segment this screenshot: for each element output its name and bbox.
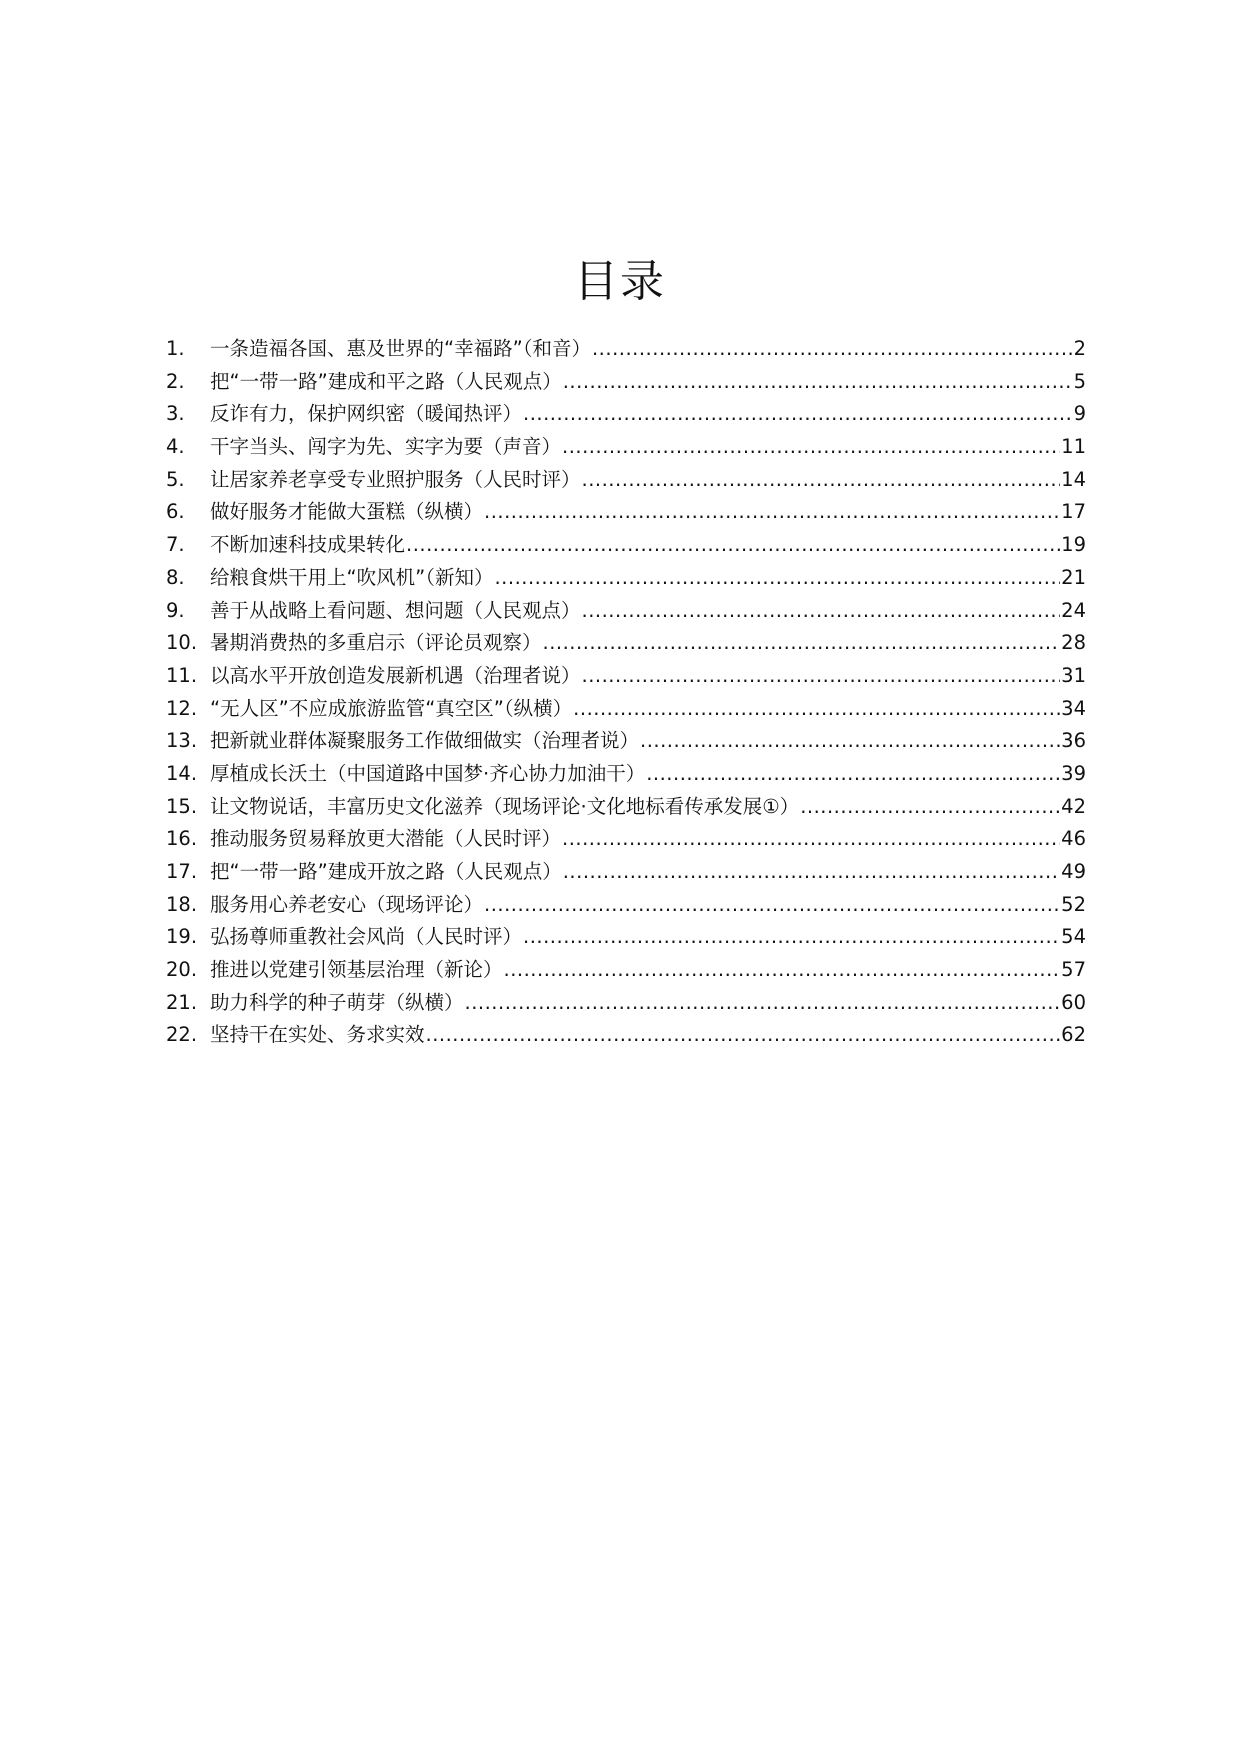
toc-entry-page: 34 — [1061, 696, 1086, 720]
toc-entry[interactable] — [166, 398, 1086, 431]
toc-entry[interactable] — [166, 431, 1086, 464]
toc-entry[interactable] — [166, 595, 1086, 628]
toc-entry-number: 19. — [166, 925, 198, 949]
toc-entry[interactable] — [166, 660, 1086, 693]
toc-dot-leader — [562, 431, 1060, 464]
toc-entry-title: 坚持干在实处、务求实效 — [210, 1023, 425, 1047]
toc-dot-leader — [646, 758, 1060, 791]
toc-entry-title: 做好服务才能做大蛋糕（纵横） — [210, 500, 484, 524]
toc-entry-title: 不断加速科技成果转化 — [210, 533, 406, 557]
toc-entry-number: 13. — [166, 729, 198, 753]
toc-entry-page: 46 — [1061, 827, 1086, 851]
toc-entry-page: 49 — [1061, 860, 1086, 883]
toc-dot-leader — [582, 660, 1061, 693]
toc-entry-title: 暑期消费热的多重启示（评论员观察） — [210, 631, 542, 655]
toc-entry-number: 2. — [166, 369, 185, 393]
toc-entry-page: 9 — [1073, 402, 1086, 426]
toc-entry[interactable] — [166, 496, 1086, 529]
toc-dot-leader — [640, 725, 1060, 758]
toc-entry-page: 62 — [1061, 1023, 1086, 1047]
toc-entry-number: 20. — [166, 958, 198, 982]
toc-dot-leader — [523, 921, 1060, 954]
toc-entry-title: 一条造福各国、惠及世界的“幸福路”（和音） — [210, 337, 591, 360]
toc-entry[interactable] — [166, 1019, 1086, 1052]
toc-entry-title: 把“一带一路”建成开放之路（人民观点） — [210, 860, 562, 883]
toc-entry-page: 28 — [1061, 631, 1086, 655]
toc-entry[interactable] — [166, 333, 1086, 366]
toc-entry-number: 3. — [166, 402, 185, 426]
toc-entry-page: 11 — [1061, 435, 1086, 459]
toc-entry-page: 52 — [1061, 892, 1086, 916]
toc-entry-page: 2 — [1073, 337, 1086, 360]
toc-entry-page: 39 — [1061, 761, 1086, 785]
toc-dot-leader — [582, 595, 1061, 628]
toc-entry[interactable] — [166, 987, 1086, 1020]
toc-entry[interactable] — [166, 464, 1086, 497]
toc-entry-number: 12. — [166, 696, 198, 720]
toc-entry-page: 54 — [1061, 925, 1086, 949]
toc-entry-title: 给粮食烘干用上“吹风机”（新知） — [210, 565, 494, 589]
toc-entry-number: 11. — [166, 663, 198, 687]
toc-entry-page: 19 — [1061, 533, 1086, 557]
toc-entry-page: 31 — [1061, 663, 1086, 687]
toc-dot-leader — [562, 823, 1060, 856]
toc-entry-title: 善于从战略上看问题、想问题（人民观点） — [210, 598, 581, 622]
toc-entry-title: 以高水平开放创造发展新机遇（治理者说） — [210, 663, 581, 687]
toc-dot-leader — [573, 693, 1060, 726]
toc-entry-number: 16. — [166, 827, 198, 851]
toc-entry-page: 14 — [1061, 467, 1086, 491]
toc-entry-number: 10. — [166, 631, 198, 655]
toc-dot-leader — [484, 496, 1060, 529]
toc-dot-leader — [563, 856, 1060, 889]
toc-entry-title: 反诈有力，保护网织密（暖闻热评） — [210, 402, 523, 426]
toc-entry-title: 让文物说话，丰富历史文化滋养（现场评论·文化地标看传承发展①） — [210, 794, 800, 818]
toc-title: 目录 — [574, 256, 666, 307]
toc-entry-page: 17 — [1061, 500, 1086, 524]
toc-entry[interactable] — [166, 954, 1086, 987]
toc-entry-number: 14. — [166, 761, 198, 785]
toc-entry-number: 15. — [166, 794, 198, 818]
toc-dot-leader — [484, 889, 1060, 922]
toc-entry-title: 助力科学的种子萌芽（纵横） — [210, 990, 464, 1014]
toc-entry-page: 42 — [1061, 794, 1086, 818]
toc-entry-title: 服务用心养老安心（现场评论） — [210, 892, 484, 916]
toc-dot-leader — [592, 333, 1073, 366]
toc-entry-title: 弘扬尊师重教社会风尚（人民时评） — [210, 925, 523, 949]
toc-dot-leader — [523, 398, 1073, 431]
toc-entry-title: 干字当头、闯字为先、实字为要（声音） — [210, 435, 562, 459]
toc-dot-leader — [800, 791, 1060, 824]
toc-entry[interactable] — [166, 823, 1086, 856]
toc-entry[interactable] — [166, 562, 1086, 595]
toc-entry[interactable] — [166, 725, 1086, 758]
toc-entry[interactable] — [166, 627, 1086, 660]
toc-entry-page: 21 — [1061, 565, 1086, 589]
toc-entry-number: 22. — [166, 1023, 198, 1047]
toc-dot-leader — [465, 987, 1061, 1020]
toc-entry-number: 6. — [166, 500, 185, 524]
toc-entry-number: 8. — [166, 565, 185, 589]
toc-entry-title: 让居家养老享受专业照护服务（人民时评） — [210, 467, 581, 491]
toc-entry-title: 厚植成长沃土（中国道路中国梦·齐心协力加油干） — [210, 761, 646, 785]
toc-dot-leader — [406, 529, 1060, 562]
toc-entry-number: 7. — [166, 533, 185, 557]
toc-entry[interactable] — [166, 366, 1086, 399]
toc-entry-title: 把“一带一路”建成和平之路（人民观点） — [210, 369, 562, 393]
toc-entry-number: 5. — [166, 467, 185, 491]
toc-entry[interactable] — [166, 791, 1086, 824]
toc-dot-leader — [582, 464, 1061, 497]
toc-dot-leader — [494, 562, 1060, 595]
toc-dot-leader — [504, 954, 1061, 987]
toc-entry[interactable] — [166, 758, 1086, 791]
toc-entry-number: 17. — [166, 860, 198, 883]
toc-entry-page: 57 — [1061, 958, 1086, 982]
toc-entry[interactable] — [166, 529, 1086, 562]
toc-list — [166, 333, 1086, 1052]
toc-entry-page: 60 — [1061, 990, 1086, 1014]
toc-entry-page: 5 — [1073, 369, 1086, 393]
toc-entry-page: 36 — [1061, 729, 1086, 753]
toc-entry-title: 推进以党建引领基层治理（新论） — [210, 958, 503, 982]
toc-entry[interactable] — [166, 921, 1086, 954]
toc-entry[interactable] — [166, 889, 1086, 922]
toc-dot-leader — [426, 1019, 1061, 1052]
toc-entry-title: “无人区”不应成旅游监管“真空区”（纵横） — [210, 696, 573, 720]
toc-entry-page: 24 — [1061, 598, 1086, 622]
toc-entry-title: 推动服务贸易释放更大潜能（人民时评） — [210, 827, 562, 851]
toc-entry[interactable] — [166, 856, 1086, 889]
toc-entry-number: 9. — [166, 598, 185, 622]
toc-dot-leader — [543, 627, 1061, 660]
toc-entry-number: 4. — [166, 435, 185, 459]
toc-entry-number: 18. — [166, 892, 198, 916]
toc-entry[interactable] — [166, 693, 1086, 726]
toc-entry-title: 把新就业群体凝聚服务工作做细做实（治理者说） — [210, 729, 640, 753]
toc-dot-leader — [563, 366, 1073, 399]
toc-entry-number: 1. — [166, 337, 185, 360]
toc-entry-number: 21. — [166, 990, 198, 1014]
